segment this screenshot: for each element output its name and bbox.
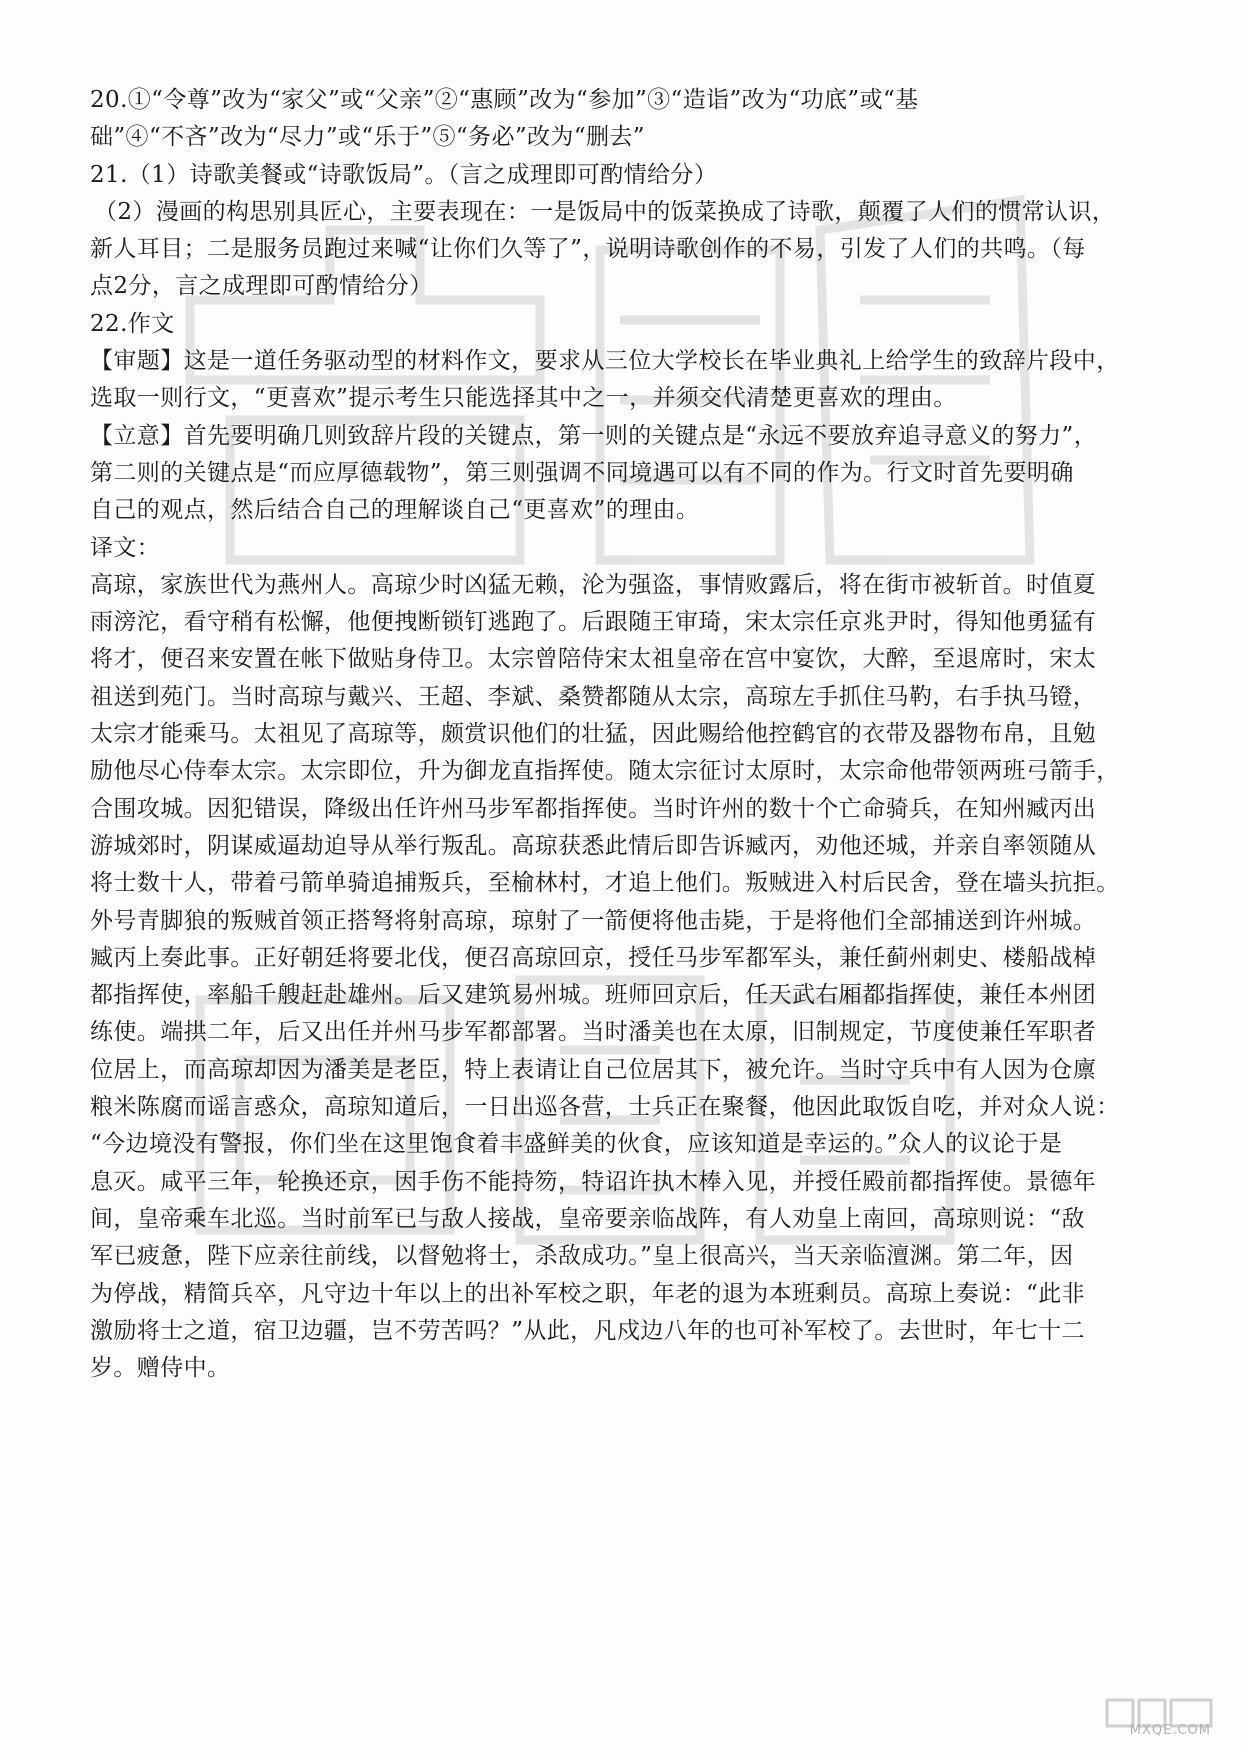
text-line: 游城郊时，阴谋威逼劫迫导从举行叛乱。高琼获悉此情后即告诉臧丙，劝他还城，并亲自率领随从: [90, 832, 1097, 859]
text-line: 20.①“令尊”改为“家父”或“父亲”②“惠顾”改为“参加”③“造诣”改为“功底”或“基: [90, 87, 919, 113]
text-line: （2）漫画的构思别具匠心，主要表现在：一是饭局中的饭菜换成了诗歌，颠覆了人们的惯常认识，: [94, 198, 1116, 225]
text-line: 点2分，言之成理即可酌情给分）: [90, 273, 433, 300]
text-line: 军已疲惫，陛下应亲往前线，以督勉将士，杀敌成功。”皇上很高兴，当天亲临澶渊。第二年，因: [90, 1243, 1074, 1270]
text-line: 励他尽心侍奉太宗。太宗即位，升为御龙直指挥使。随太宗征讨太原时，太宗命他带领两班弓箭手，: [90, 758, 1120, 785]
text-line: 岁。赠侍中。: [90, 1355, 231, 1382]
text-line: 雨滂沱，看守稍有松懈，他便拽断锁钉逃跑了。后跟随王审琦，宋太宗任京兆尹时，得知他勇猛有: [90, 609, 1097, 636]
text-line: 臧丙上奏此事。正好朝廷将要北伐，便召高琼回京，授任马步军都军头，兼任蓟州刺史、楼船战棹: [90, 944, 1097, 971]
text-line: 选取一则行文，“更喜欢”提示考生只能选择其中之一，并须交代清楚更喜欢的理由。: [90, 385, 957, 412]
text-line: 第二则的关键点是“而应厚德载物”，第三则强调不同境遇可以有不同的作为。行文时首先要明确: [90, 459, 1074, 486]
text-line: 为停战，精简兵卒，凡守边十年以上的出补军校之职，年老的退为本班剩员。高琼上奏说：“此非: [90, 1280, 1085, 1307]
text-line: 都指挥使，率船千艘赶赴雄州。后又建筑易州城。班师回京后，任天武右厢都指挥使，兼任本州团: [90, 982, 1097, 1009]
text-line: 将士数十人，带着弓箭单骑追捕叛兵，至榆林村，才追上他们。叛贼进入村后民舍，登在墙头抗拒。: [90, 870, 1120, 897]
text-line: 21.（1）诗歌美餐或“诗歌饭局”。（言之成理即可酌情给分）: [90, 161, 718, 188]
text-line: 22.作文: [90, 310, 175, 337]
text-line: 将才，便召来安置在帐下做贴身侍卫。太宗曾陪侍宋太祖皇帝在宫中宴饮，大醉，至退席时，宋太: [90, 646, 1097, 673]
text-line: “今边境没有警报，你们坐在这里饱食着丰盛鲜美的伙食，应该知道是幸运的。”众人的议论于是: [90, 1131, 1063, 1158]
text-line: 自己的观点，然后结合自己的理解谈自己“更喜欢”的理由。: [90, 497, 700, 524]
text-line: 【审题】这是一道任务驱动型的材料作文，要求从三位大学校长在毕业典礼上给学生的致辞片段中，: [90, 348, 1120, 375]
text-line: 激励将士之道，宿卫边疆，岂不劳苦吗？”从此，凡戍边八年的也可补军校了。去世时，年七十二: [90, 1317, 1085, 1344]
text-line: 高琼，家族世代为燕州人。高琼少时凶猛无赖，沦为强盗，事情败露后，将在街市被斩首。时值夏: [90, 571, 1097, 598]
text-line: 太宗才能乘马。太祖见了高琼等，颇赏识他们的壮猛，因此赐给他控鹤官的衣带及器物布帛，且勉: [90, 721, 1097, 748]
text-line: 间，皇帝乘车北巡。当时前军已与敌人接战，皇帝要亲临战阵，有人劝皇上南回，高琼则说：“敌: [90, 1205, 1085, 1232]
text-line: 础”④“不吝”改为“尽力”或“乐于”⑤“务必”改为“删去”: [90, 124, 645, 151]
document-body: [90, 82, 1150, 1387]
text-line: 粮米陈腐而谣言惑众，高琼知道后，一日出巡各营，士兵正在聚餐，他因此取饭自吃，并对众人说：: [90, 1094, 1120, 1121]
text-line: 位居上，而高琼却因为潘美是老臣，特上表请让自己位居其下，被允许。当时守兵中有人因为仓廪: [90, 1056, 1097, 1083]
text-line: 祖送到苑门。当时高琼与戴兴、王超、李斌、桑赞都随从太宗，高琼左手抓住马靮，右手执马镫，: [90, 683, 1097, 710]
text-line: 【立意】首先要明确几则致辞片段的关键点，第一则的关键点是“永远不要放弃追寻意义的努力”，: [90, 422, 1098, 449]
text-line: 练使。端拱二年，后又出任并州马步军都部署。当时潘美也在太原，旧制规定，节度使兼任军职者: [90, 1019, 1097, 1046]
text-line: 译文：: [90, 534, 161, 561]
text-line: 新人耳目；二是服务员跑过来喊“让你们久等了”，说明诗歌创作的不易，引发了人们的共鸣。（每: [90, 236, 1086, 263]
text-line: 外号青脚狼的叛贼首领正搭弩将射高琼，琼射了一箭便将他击毙，于是将他们全部捕送到许州城。: [90, 907, 1097, 934]
text-line: 合围攻城。因犯错误，降级出任许州马步军都指挥使。当时许州的数十个亡命骑兵，在知州臧丙出: [90, 795, 1097, 822]
text-line: 息灭。咸平三年，轮换还京，因手伤不能持笏，特诏许执木棒入见，并授任殿前都指挥使。景德年: [90, 1168, 1097, 1195]
footer-url: MXQE.COM: [1129, 1723, 1211, 1738]
